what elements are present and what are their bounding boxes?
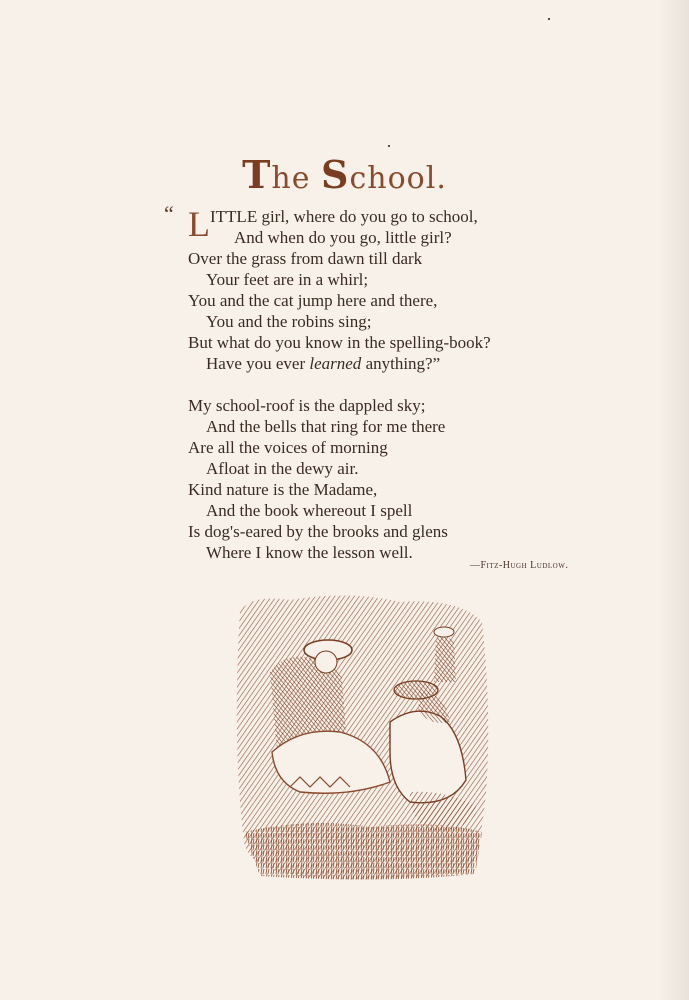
poem-line: Afloat in the dewy air. <box>206 459 359 478</box>
poem-line: Your feet are in a whirl; <box>206 270 369 289</box>
poem-line: You and the robins sing; <box>206 312 372 331</box>
poem-line: Kind nature is the Madame, <box>188 480 378 499</box>
poem-line: My school-roof is the dappled sky; <box>188 396 426 415</box>
poem-line: And the book whereout I spell <box>206 501 413 520</box>
emphasized-word: learned <box>309 354 362 373</box>
title-word-rest: he <box>271 161 311 196</box>
poem-text: Have you ever <box>206 354 310 373</box>
author-attribution: —Fitz-Hugh Ludlow. <box>470 560 569 571</box>
stanza-break <box>188 374 608 395</box>
background-figure-hat <box>434 627 454 637</box>
poem-line: You and the cat jump here and there, <box>188 291 438 310</box>
poem-line <box>188 353 608 374</box>
background-figure <box>434 637 456 682</box>
grass-ground <box>244 823 482 880</box>
paper-speck <box>388 145 390 147</box>
poem-line: Where I know the lesson well. <box>206 543 413 562</box>
title-word-rest: chool. <box>349 161 447 196</box>
drop-cap: L <box>188 204 210 244</box>
poem-line: Are all the voices of morning <box>188 438 388 457</box>
title-initial-t: T <box>242 152 272 197</box>
title-initial-s: S <box>321 152 350 197</box>
poem-line: And the bells that ring for me there <box>206 417 446 436</box>
page-title <box>0 152 689 197</box>
engraving-illustration <box>230 592 494 882</box>
poem-line: And when do you go, little girl? <box>234 228 452 247</box>
opening-quote: “ <box>164 201 174 226</box>
paper-speck <box>548 18 550 20</box>
poem-line: ITTLE girl, where do you go to school, <box>210 207 478 226</box>
poem <box>164 201 608 563</box>
girl-face <box>315 651 337 673</box>
page-edge-shadow <box>657 0 689 1000</box>
poem-text: anything?” <box>361 354 441 373</box>
poem-line: Over the grass from dawn till dark <box>188 249 423 268</box>
poem-line: Is dog's-eared by the brooks and glens <box>188 522 448 541</box>
poem-line: But what do you know in the spelling-book? <box>188 333 491 352</box>
